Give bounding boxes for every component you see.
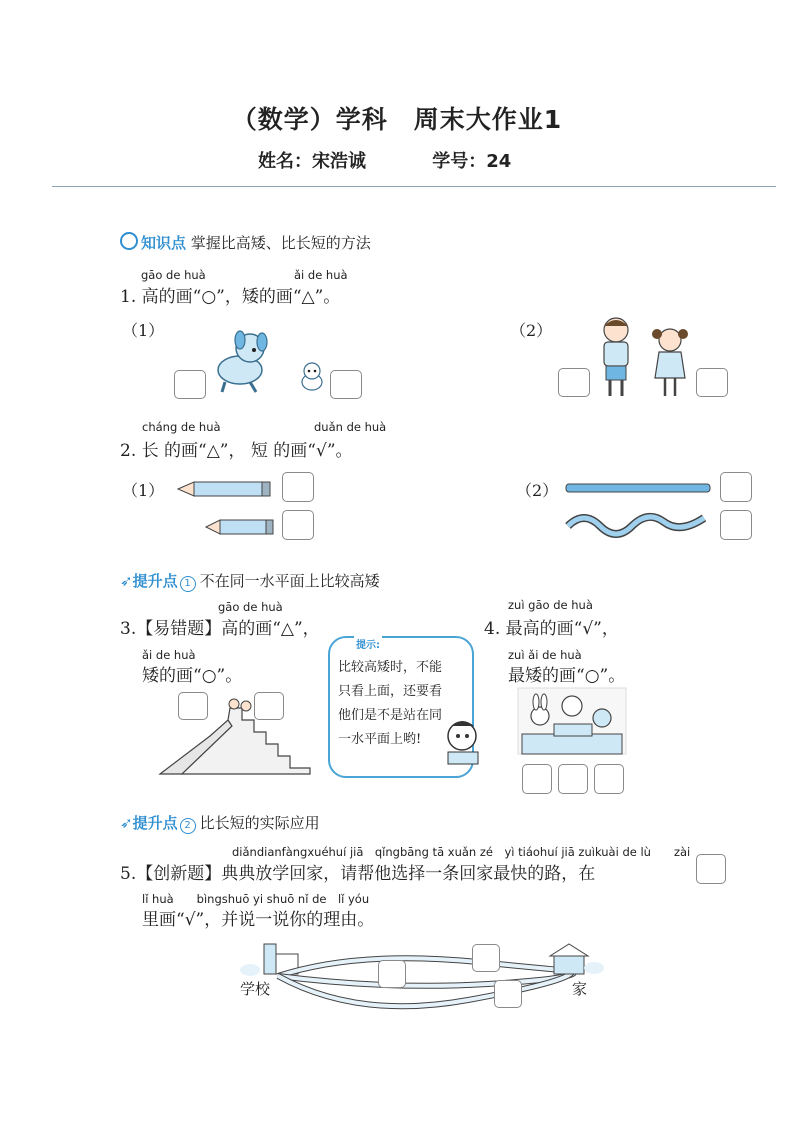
rocket-icon: ➶ bbox=[120, 572, 133, 590]
tip-line: 只看上面，还要看 bbox=[338, 684, 443, 699]
header-divider bbox=[52, 186, 776, 187]
q2-pinyin-duan: duǎn de huà bbox=[314, 420, 387, 434]
section-text: 比长短的实际应用 bbox=[199, 814, 320, 832]
student-info bbox=[258, 147, 571, 173]
section-badge: 2 bbox=[180, 818, 196, 834]
q1-pinyin-ai: ǎi de huà bbox=[294, 268, 348, 282]
section-text: 掌握比高矮、比长短的方法 bbox=[190, 234, 371, 252]
q5-example-box bbox=[696, 854, 726, 884]
q3-line2: 矮的画“○”。 bbox=[142, 666, 243, 686]
tip-line: 比较高矮时，不能 bbox=[338, 660, 443, 675]
page-title: （数学）学科 周末大作业1 bbox=[231, 105, 563, 134]
target-icon bbox=[120, 232, 138, 250]
section-knowledge-point bbox=[120, 232, 371, 253]
q2-text: 2. 长 的画“△”， 短 的画“√”。 bbox=[120, 441, 353, 461]
q4-answer-box-3[interactable] bbox=[594, 764, 624, 794]
q5-pinyin-line2: lǐ huà bìngshuō yi shuō nǐ de lǐ yóu bbox=[142, 892, 370, 906]
q2-sub1-label: （1） bbox=[122, 481, 165, 500]
q2-2-answer-box-top[interactable] bbox=[720, 472, 752, 502]
q5-route-box-bottom[interactable] bbox=[494, 980, 522, 1008]
q5-line1: 5.【创新题】典典放学回家，请帮他选择一条回家最快的路，在 bbox=[120, 864, 596, 884]
q1-text: 1. 高的画“○”，矮的画“△”。 bbox=[120, 287, 341, 307]
q2-2-answer-box-bottom[interactable] bbox=[720, 510, 752, 540]
section-improvement-1 bbox=[120, 570, 380, 592]
ropes-illustration bbox=[564, 482, 712, 542]
section-improvement-2 bbox=[120, 812, 320, 834]
section-tag: 提升点 bbox=[132, 572, 178, 590]
home-label: 家 bbox=[572, 980, 588, 998]
q1-sub2-label: （2） bbox=[510, 321, 553, 340]
long-pencil-illustration bbox=[176, 480, 272, 498]
q1-2-answer-box-boy[interactable] bbox=[558, 368, 590, 397]
q1-2-answer-box-girl[interactable] bbox=[696, 368, 728, 397]
q5-route-box-middle[interactable] bbox=[378, 960, 406, 988]
q3-pinyin-ai: ǎi de huà bbox=[142, 648, 196, 662]
rocket-icon: ➶ bbox=[120, 814, 133, 832]
student-number: 学号：24 bbox=[432, 151, 512, 172]
q5-line2: 里画“√”，并说一说你的理由。 bbox=[142, 910, 375, 930]
section-badge: 1 bbox=[180, 576, 196, 592]
girl-illustration bbox=[650, 326, 690, 398]
student-name: 姓名：宋浩诚 bbox=[258, 151, 366, 172]
school-label: 学校 bbox=[240, 980, 271, 998]
section-text: 不在同一水平面上比较高矮 bbox=[199, 572, 380, 590]
q4-pinyin-zuiai: zuì ǎi de huà bbox=[508, 648, 582, 662]
q4-answer-box-1[interactable] bbox=[522, 764, 552, 794]
q3-pinyin-gao: gāo de huà bbox=[218, 600, 283, 614]
route-map-illustration bbox=[238, 940, 608, 1010]
q3-line1: 3.【易错题】高的画“△”， bbox=[120, 619, 320, 639]
mascot-reading-icon bbox=[440, 718, 490, 770]
boy-illustration bbox=[596, 316, 638, 398]
q1-1-answer-box-small-dog[interactable] bbox=[330, 370, 362, 399]
q2-pinyin-chang: cháng de huà bbox=[142, 420, 221, 434]
q2-sub2-label: （2） bbox=[516, 481, 559, 500]
q1-sub1-label: （1） bbox=[122, 321, 165, 340]
q1-1-answer-box-big-dog[interactable] bbox=[174, 370, 206, 399]
slide-stairs-illustration bbox=[160, 696, 320, 776]
q2-1-answer-box-top[interactable] bbox=[282, 472, 314, 502]
section-tag: 知识点 bbox=[141, 234, 187, 252]
q5-pinyin-line1: diǎndianfàngxuéhuí jiā qǐngbāng tā xuǎn zé yì tiáohuí jiā zuìkuài de lù zài bbox=[232, 845, 691, 859]
q1-pinyin-gao: gāo de huà bbox=[141, 268, 206, 282]
short-pencil-illustration bbox=[204, 518, 274, 536]
q4-line2: 最矮的画“○”。 bbox=[508, 666, 626, 686]
q4-answer-box-2[interactable] bbox=[558, 764, 588, 794]
section-tag: 提升点 bbox=[132, 814, 178, 832]
small-dog-illustration bbox=[298, 360, 326, 392]
q2-1-answer-box-bottom[interactable] bbox=[282, 510, 314, 540]
tip-line: 他们是不是站在同 bbox=[338, 708, 443, 723]
tip-heading: 提示: bbox=[354, 636, 382, 651]
big-dog-illustration bbox=[210, 328, 280, 398]
q4-pinyin-zuigao: zuì gāo de huà bbox=[508, 598, 593, 612]
animals-on-podium-illustration bbox=[518, 688, 626, 758]
q4-line1: 4. 最高的画“√”， bbox=[484, 619, 619, 639]
q5-route-box-top[interactable] bbox=[472, 944, 500, 972]
tip-line: 一水平面上哟! bbox=[338, 732, 422, 747]
